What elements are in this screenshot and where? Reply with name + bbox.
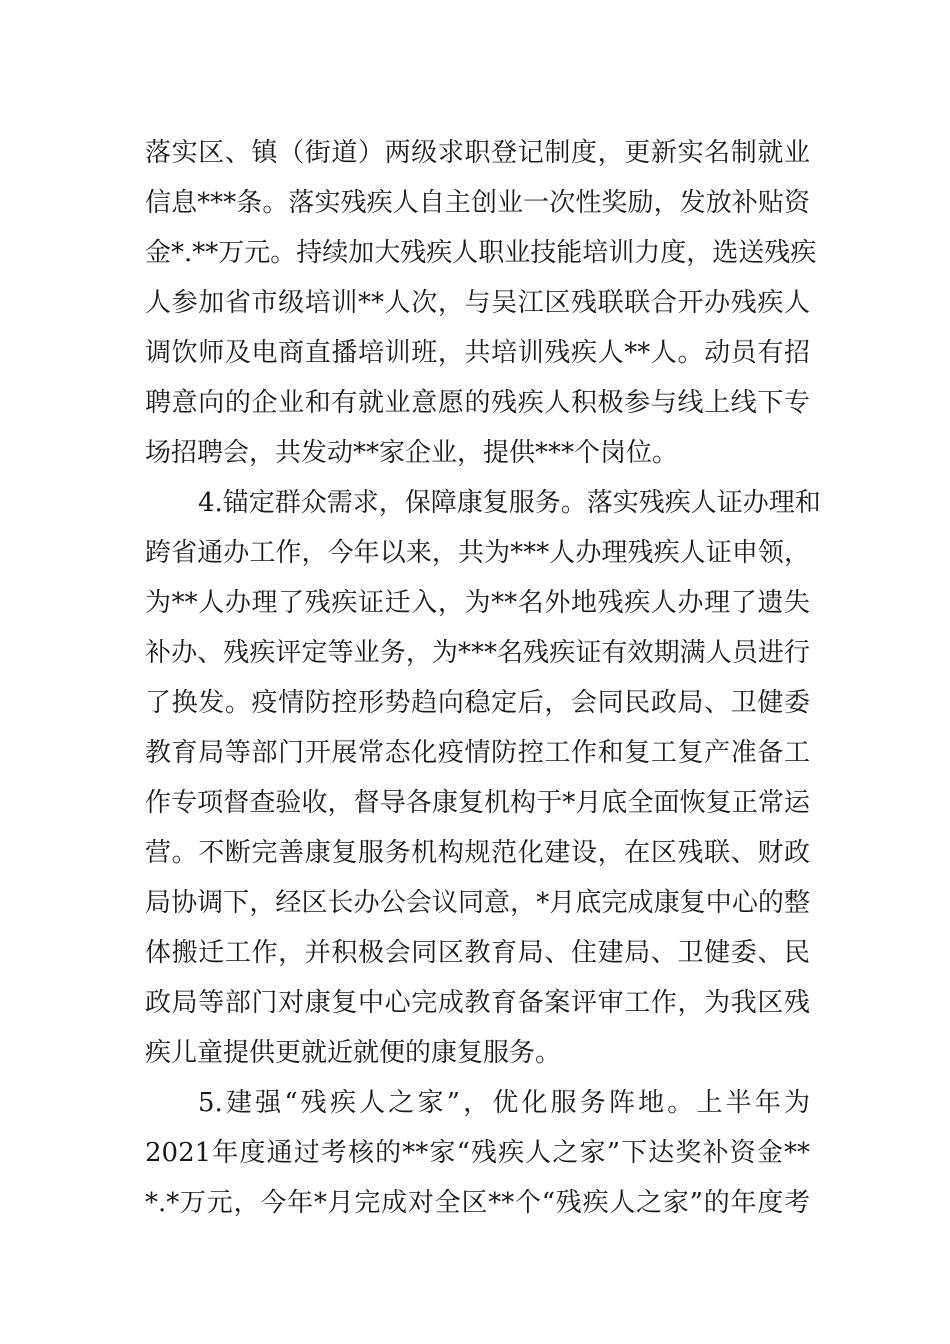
paragraph-line: 体搬迁工作，并积极会同区教育局、住建局、卫健委、民	[145, 938, 810, 968]
paragraph-line: 补办、残疾评定等业务，为***名残疾证有效期满人员进行	[145, 638, 810, 668]
paragraph-line: 落实区、镇（街道）两级求职登记制度，更新实名制就业	[145, 138, 810, 168]
paragraph-line: 了换发。疫情防控形势趋向稳定后，会同民政局、卫健委	[145, 688, 810, 718]
paragraph-line: 为**人办理了残疾证迁入，为**名外地残疾人办理了遗失	[145, 588, 810, 618]
paragraph-line: 场招聘会，共发动**家企业，提供***个岗位。	[145, 438, 679, 468]
paragraph-heading-line: 4.锚定群众需求，保障康复服务。落实残疾人证办理和	[198, 488, 821, 518]
paragraph-line: 营。不断完善康复服务机构规范化建设，在区残联、财政	[145, 838, 810, 868]
paragraph-line: 局协调下，经区长办公会议同意，*月底完成康复中心的整	[145, 888, 810, 918]
paragraph-line: 政局等部门对康复中心完成教育备案评审工作，为我区残	[145, 988, 810, 1018]
paragraph-line: 教育局等部门开展常态化疫情防控工作和复工复产准备工	[145, 738, 810, 768]
paragraph-line: 2021年度通过考核的**家“残疾人之家”下达奖补资金**	[145, 1138, 810, 1168]
paragraph-line: 聘意向的企业和有就业意愿的残疾人积极参与线上线下专	[145, 388, 810, 418]
paragraph-line: 疾儿童提供更就近就便的康复服务。	[145, 1038, 562, 1068]
paragraph-line: 信息***条。落实残疾人自主创业一次性奖励，发放补贴资	[145, 188, 810, 218]
paragraph-line: 人参加省市级培训**人次，与吴江区残联联合开办残疾人	[145, 288, 810, 318]
paragraph-heading-line: 5.建强“残疾人之家”，优化服务阵地。上半年为	[198, 1088, 810, 1118]
paragraph-line: 作专项督查验收，督导各康复机构于*月底全面恢复正常运	[145, 788, 810, 818]
paragraph-line: 跨省通办工作，今年以来，共为***人办理残疾人证申领，	[145, 538, 810, 568]
paragraph-line: 调饮师及电商直播培训班，共培训残疾人**人。动员有招	[145, 338, 810, 368]
paragraph-line: *.*万元，今年*月完成对全区**个“残疾人之家”的年度考	[145, 1188, 810, 1218]
paragraph-line: 金*.**万元。持续加大残疾人职业技能培训力度，选送残疾	[145, 238, 817, 268]
